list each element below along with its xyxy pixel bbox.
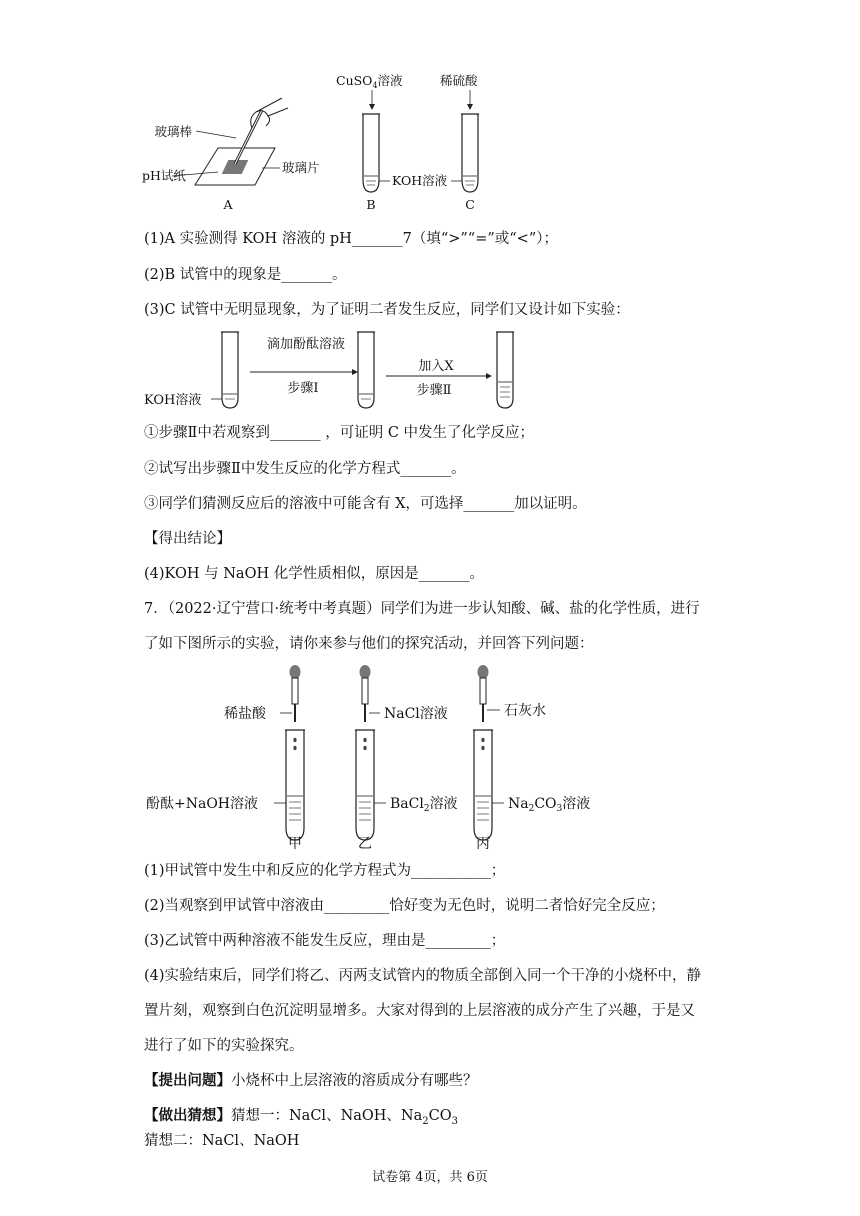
q7-intro-line2: 了如下图所示的实验，请你来参与他们的探究活动，并回答下列问题： [144, 636, 594, 652]
guess-heading: 【做出猜想】 [144, 1107, 231, 1124]
tube-2 [358, 332, 374, 408]
label-bacl2-solution: BaCl$_2$溶液 [390, 796, 458, 814]
label-cuso4: CuSO$_4$溶液 [336, 73, 403, 90]
label-glass-plate: 玻璃片 [282, 160, 320, 175]
tube-1 [222, 332, 238, 408]
conclusion-heading: 【得出结论】 [144, 531, 231, 547]
label-bing: 丙 [476, 836, 490, 852]
q7-part4-line2: 置片刻，观察到白色沉淀明显增多。大家对得到的上层溶液的成分产生了兴趣，于是又 [144, 1003, 695, 1019]
q7-part4-line1: (4)实验结束后，同学们将乙、丙两支试管内的物质全部倒入同一个干净的小烧杯中，静 [144, 968, 702, 984]
label-koh-solution: KOH溶液 [392, 173, 448, 188]
q6-part2: (2)B 试管中的现象是_______。 [144, 267, 347, 283]
test-tube-c [462, 114, 478, 192]
question-heading: 【提出问题】 [144, 1072, 231, 1089]
q7-intro-line1: 7．（2022·辽宁营口·统考中考真题）同学们为进一步认知酸、碱、盐的化学性质，进行 [144, 601, 700, 617]
question-text: 小烧杯中上层溶液的溶质成分有哪些？ [231, 1073, 478, 1089]
label-glass-rod: 玻璃棒 [154, 124, 192, 139]
label-b: B [366, 197, 376, 212]
q7-part4-line3: 进行了如下的实验探究。 [144, 1038, 304, 1054]
label-phenol-naoh: 酚酞+NaOH溶液 [146, 796, 259, 812]
label-step2: 步骤Ⅱ [416, 383, 452, 398]
label-na2co3-solution: $Na_2CO_3$溶液 [508, 796, 591, 814]
label-nacl-solution: NaCl溶液 [384, 706, 448, 722]
label-jia: 甲 [288, 836, 302, 852]
figure-three-droppers [140, 660, 620, 852]
tube-3 [497, 332, 513, 408]
label-koh-solution-2: KOH溶液 [144, 393, 202, 408]
q7-part2: (2)当观察到甲试管中溶液由_________恰好变为无色时，说明二者恰好完全反应； [144, 898, 665, 914]
label-dilute-sulfuric-acid: 稀硫酸 [440, 73, 478, 88]
q7-part1: (1)甲试管中发生中和反应的化学方程式为___________； [144, 863, 506, 879]
q6-part1: (1)A 实验测得 KOH 溶液的 pH_______7（填“>”“=”或“<”）； [144, 231, 558, 247]
q6-part4: (4)KOH 与 NaOH 化学性质相似，原因是_______。 [144, 566, 484, 582]
test-tube-b [363, 114, 379, 192]
q6-step-answer-2: ②试写出步骤Ⅱ中发生反应的化学方程式_______。 [144, 461, 466, 477]
q6-step-answer-3: ③同学们猜测反应后的溶液中可能含有 X，可选择_______加以证明。 [144, 496, 587, 512]
q6-step-answer-1: ①步骤Ⅱ中若观察到_______ ，可证明 C 中发生了化学反应； [144, 425, 535, 441]
label-c: C [465, 197, 475, 212]
label-a: A [223, 197, 233, 212]
label-dilute-hcl: 稀盐酸 [224, 706, 266, 722]
label-ph-paper: pH试纸 [142, 168, 186, 183]
guess2-line: 猜想二：NaCl、NaOH [144, 1133, 300, 1149]
label-step2-action: 加入X [418, 359, 454, 374]
label-step1: 步骤Ⅰ [287, 381, 319, 396]
label-step1-action: 滴加酚酞溶液 [266, 337, 346, 352]
question-line [144, 1071, 478, 1091]
page-footer: 试卷第 4页，共 6页 [372, 1170, 488, 1185]
q7-part3: (3)乙试管中两种溶液不能发生反应，理由是_________； [144, 933, 506, 949]
label-limewater: 石灰水 [504, 703, 546, 719]
figure-ph-test-tubes [140, 68, 520, 218]
label-yi: 乙 [358, 836, 372, 852]
q6-part3: (3)C 试管中无明显现象，为了证明二者发生反应，同学们又设计如下实验： [144, 302, 630, 318]
figure-koh-steps [140, 326, 540, 416]
guess1-line: 【做出猜想】猜想一：NaCl、NaOH、$Na_2CO_3$ [144, 1107, 458, 1127]
